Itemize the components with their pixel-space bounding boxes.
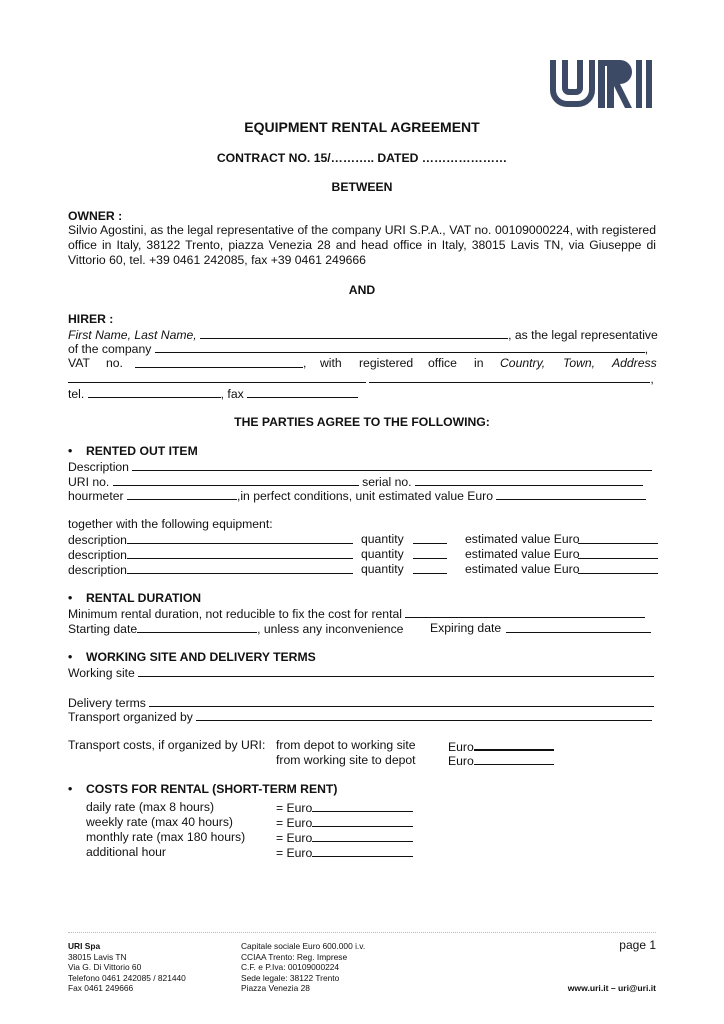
site-heading: • WORKING SITE AND DELIVERY TERMS — [68, 650, 316, 664]
starting-date-field[interactable] — [137, 621, 257, 633]
transport-field[interactable] — [196, 709, 652, 721]
hirer-tel-line: tel. , fax — [68, 386, 358, 401]
equipment-desc-field[interactable] — [127, 562, 353, 574]
transport-line: Transport organized by — [68, 709, 652, 724]
cost-value-monthly: = Euro — [276, 830, 413, 845]
of-company-label: of the company — [68, 342, 152, 356]
working-site-field[interactable] — [138, 665, 654, 677]
owner-text: Silvio Agostini, as the legal representative of the company URI S.P.A., VAT no. 00109000224, with registered office in Italy, 38122 Trento, piazza Venezia 28 and head office in Italy, 38015 Lavis TN, via Giuseppe di Vittorio 60, tel. +39 0461 242085, fax +39 0461 249666 — [68, 223, 656, 267]
daily-rate-field[interactable] — [312, 800, 413, 812]
hourmeter-field[interactable] — [127, 488, 237, 500]
from-site-label: from working site to depot — [276, 753, 416, 767]
hirer-address-line: , — [68, 371, 654, 386]
additional-hour-field[interactable] — [312, 845, 413, 857]
unit-value-field[interactable] — [496, 488, 646, 500]
cost-value-daily: = Euro — [276, 800, 413, 815]
dates-line: Starting date , unless any inconvenience Expiring date — [68, 621, 403, 636]
description-line: Description — [68, 459, 652, 474]
cost-value-additional: = Euro — [276, 845, 413, 860]
delivery-line: Delivery terms — [68, 695, 654, 710]
address-field-2[interactable] — [369, 371, 650, 383]
hirer-heading: HIRER : — [68, 312, 114, 326]
transport-costs-label: Transport costs, if organized by URI: — [68, 738, 266, 752]
delivery-field[interactable] — [149, 695, 654, 707]
description-field[interactable] — [132, 459, 652, 471]
quantity-field[interactable] — [413, 532, 447, 544]
fax-field[interactable] — [247, 386, 358, 398]
footer-company: URI Spa — [68, 941, 101, 951]
euro-site: Euro — [448, 753, 554, 768]
document-title: EQUIPMENT RENTAL AGREEMENT — [244, 119, 480, 135]
expiring-date-field[interactable] — [506, 621, 651, 633]
working-site-line: Working site — [68, 665, 654, 680]
together-label: together with the following equipment: — [68, 517, 273, 531]
value-field[interactable] — [578, 547, 658, 559]
uri-no-field[interactable] — [113, 474, 359, 486]
quantity-field[interactable] — [413, 562, 447, 574]
first-name-label: First Name, Last Name, — [68, 328, 197, 342]
value-field[interactable] — [578, 532, 658, 544]
quantity-field[interactable] — [413, 547, 447, 559]
equipment-desc-field[interactable] — [127, 547, 353, 559]
hirer-name-line — [68, 327, 658, 342]
from-depot-label: from depot to working site — [276, 738, 416, 752]
euro-depot: Euro — [448, 738, 554, 754]
page-number: page 1 — [619, 938, 656, 952]
footer-company-block: URI Spa 38015 Lavis TN Via G. Di Vittorio 60 Telefono 0461 242085 / 821440 Fax 0461 249666 — [68, 941, 186, 993]
agree-heading: THE PARTIES AGREE TO THE FOLLOWING: — [234, 415, 490, 429]
name-field[interactable] — [200, 327, 508, 339]
uri-logo — [548, 60, 654, 108]
site-cost-field[interactable] — [474, 753, 554, 765]
tel-field[interactable] — [88, 386, 221, 398]
equipment-row-2: description quantity estimated value Euro — [68, 547, 353, 562]
hourmeter-line: hourmeter ,in perfect conditions, unit estimated value Euro — [68, 488, 646, 503]
duration-heading: • RENTAL DURATION — [68, 591, 201, 605]
weekly-rate-field[interactable] — [312, 815, 413, 827]
cost-label-monthly: monthly rate (max 180 hours) — [86, 830, 246, 844]
contract-line: CONTRACT NO. 15/……….. DATED ………………… — [216, 151, 508, 165]
costs-heading: • COSTS FOR RENTAL (SHORT-TERM RENT) — [68, 782, 337, 796]
and-label: AND — [348, 283, 376, 297]
legal-rep-label: , as the legal representative — [508, 328, 658, 342]
equipment-row-3: description quantity estimated value Euro — [68, 562, 353, 577]
vat-field[interactable] — [135, 356, 303, 368]
company-field[interactable] — [155, 341, 645, 353]
uri-no-line: URI no. serial no. — [68, 474, 643, 489]
depot-cost-field[interactable] — [474, 738, 554, 751]
hirer-company-line: of the company , — [68, 342, 649, 356]
minimum-line: Minimum rental duration, not reducible to fix the cost for rental — [68, 606, 645, 621]
cost-label-additional: additional hour — [86, 845, 166, 859]
minimum-field[interactable] — [405, 606, 645, 618]
between-label: BETWEEN — [331, 180, 393, 194]
rented-heading: • RENTED OUT ITEM — [68, 444, 198, 458]
serial-field[interactable] — [415, 474, 643, 486]
footer-website-link[interactable]: www.uri.it – uri@uri.it — [567, 983, 656, 993]
value-field[interactable] — [578, 562, 658, 574]
equipment-row-1: description quantity estimated value Euro — [68, 532, 353, 547]
cost-value-weekly: = Euro — [276, 815, 413, 830]
footer-divider — [68, 932, 656, 933]
cost-label-weekly: weekly rate (max 40 hours) — [86, 815, 233, 829]
equipment-desc-field[interactable] — [127, 532, 353, 544]
owner-heading: OWNER : — [68, 209, 123, 223]
cost-label-daily: daily rate (max 8 hours) — [86, 800, 215, 814]
address-field-1[interactable] — [68, 371, 366, 383]
monthly-rate-field[interactable] — [312, 830, 413, 842]
footer-legal-block: Capitale sociale Euro 600.000 i.v. CCIAA Trento: Reg. Imprese C.F. e P.Iva: 00109000224 Sede legale: 38122 Trento Piazza Venezia 28 — [241, 941, 366, 993]
